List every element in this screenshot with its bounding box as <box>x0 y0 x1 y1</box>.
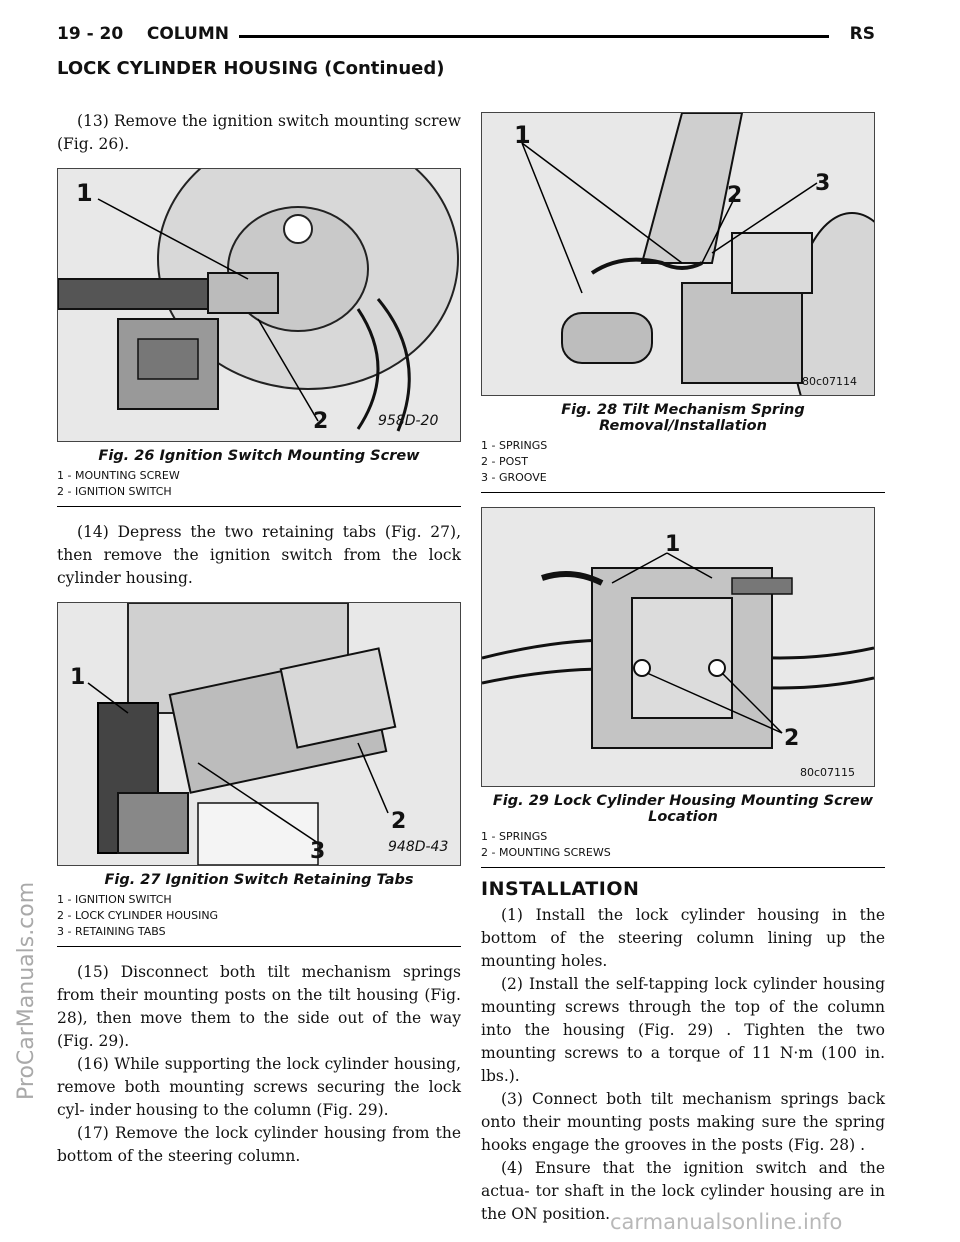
fig-27-illustration <box>57 602 461 866</box>
fig-28-callout-3: 3 <box>815 171 831 196</box>
figure-27 <box>57 602 461 947</box>
footer-watermark: carmanualsonline.info <box>610 1210 843 1234</box>
legend-item: 3 - RETAINING TABS <box>57 925 166 938</box>
install-step-3: (3) Connect both tilt mechanism springs back onto their mounting posts making sure the spring hooks engage the grooves in the posts (Fig. 28) . <box>481 1090 885 1154</box>
fig-29-caption-line2: Location <box>648 809 718 825</box>
fig-27-rule <box>57 946 461 947</box>
legend-item: 2 - POST <box>481 455 528 468</box>
fig-28-code: 80c07114 <box>802 375 858 388</box>
fig-26-caption: Fig. 26 Ignition Switch Mounting Screw <box>98 448 420 464</box>
fig-28-rule <box>481 492 885 493</box>
fig-27-code: 948D-43 <box>388 839 449 855</box>
figure-26 <box>57 168 461 507</box>
step-16: (16) While supporting the lock cylinder housing, remove both mounting screws securing the lock cyl- inder housing to the column (Fig. 29). <box>57 1055 461 1119</box>
fig-26-rule <box>57 506 461 507</box>
legend-item: 2 - LOCK CYLINDER HOUSING <box>57 909 219 922</box>
fig-27-callout-2: 2 <box>391 809 407 834</box>
fig-27-caption: Fig. 27 Ignition Switch Retaining Tabs <box>104 872 414 888</box>
install-step-2: (2) Install the self-tapping lock cylinder housing mounting screws through the top of the column into the housing (Fig. 29) . Tighten the two mounting screws to a torque of 11 N·m (100 in. lbs.). <box>481 975 885 1085</box>
fig-28-legend <box>481 438 885 486</box>
fig-29-caption-line1: Fig. 29 Lock Cylinder Housing Mounting Screw <box>492 793 874 809</box>
header-code: RS <box>849 24 875 44</box>
fig-29-callout-1: 1 <box>665 532 681 557</box>
legend-item: 1 - SPRINGS <box>481 830 548 843</box>
fig-29-rule <box>481 867 885 868</box>
fig-28-caption: Fig. 28 Tilt Mechanism Spring Removal/Installation <box>561 402 805 434</box>
fig-26-illustration <box>57 168 461 442</box>
fig-26-callout-1: 1 <box>76 179 93 207</box>
right-column <box>481 112 885 1226</box>
left-column <box>57 110 461 1168</box>
legend-item: 1 - MOUNTING SCREW <box>57 469 180 482</box>
figure-29 <box>481 507 885 868</box>
fig-26-legend <box>57 468 461 500</box>
fig-28-callout-2: 2 <box>727 183 743 208</box>
legend-item: 1 - IGNITION SWITCH <box>57 893 172 906</box>
figure-28 <box>481 112 885 493</box>
page-header <box>57 22 875 52</box>
fig-29-illustration <box>481 507 875 787</box>
page-number-section: 19 - 20 COLUMN <box>57 24 229 44</box>
step-15: (15) Disconnect both tilt mechanism springs from their mounting posts on the tilt housing (Fig. 28), then move them to the side out of the way (Fig. 29). <box>57 963 461 1050</box>
step-13: (13) Remove the ignition switch mounting screw (Fig. 26). <box>57 112 461 153</box>
step-17: (17) Remove the lock cylinder housing from the bottom of the steering column. <box>57 1124 461 1165</box>
fig-27-callout-1: 1 <box>70 665 86 690</box>
fig-28-callout-1: 1 <box>514 121 531 149</box>
legend-item: 1 - SPRINGS <box>481 439 548 452</box>
fig-29-code: 80c07115 <box>800 766 856 779</box>
install-step-1: (1) Install the lock cylinder housing in the bottom of the steering column lining up the mounting holes. <box>481 906 885 970</box>
step-14: (14) Depress the two retaining tabs (Fig. 27), then remove the ignition switch from the lock cylinder housing. <box>57 523 461 587</box>
installation-heading: INSTALLATION <box>481 878 640 900</box>
fig-26-callout-2: 2 <box>313 409 329 434</box>
legend-item: 2 - IGNITION SWITCH <box>57 485 172 498</box>
continued-title: LOCK CYLINDER HOUSING (Continued) <box>57 58 445 79</box>
header-rule <box>239 35 829 38</box>
fig-29-legend <box>481 829 885 861</box>
fig-27-callout-3: 3 <box>310 839 326 864</box>
fig-29-callout-2: 2 <box>784 726 800 751</box>
fig-28-illustration <box>481 112 875 396</box>
install-step-4: (4) Ensure that the ignition switch and the actua- tor shaft in the lock cylinder housing are in the ON position. <box>481 1159 885 1223</box>
legend-item: 3 - GROOVE <box>481 471 547 484</box>
fig-27-legend <box>57 892 461 940</box>
legend-item: 2 - MOUNTING SCREWS <box>481 846 611 859</box>
fig-29-caption <box>481 793 885 825</box>
fig-26-code: 958D-20 <box>378 413 439 429</box>
side-watermark: ProCarManuals.com <box>14 881 39 1100</box>
